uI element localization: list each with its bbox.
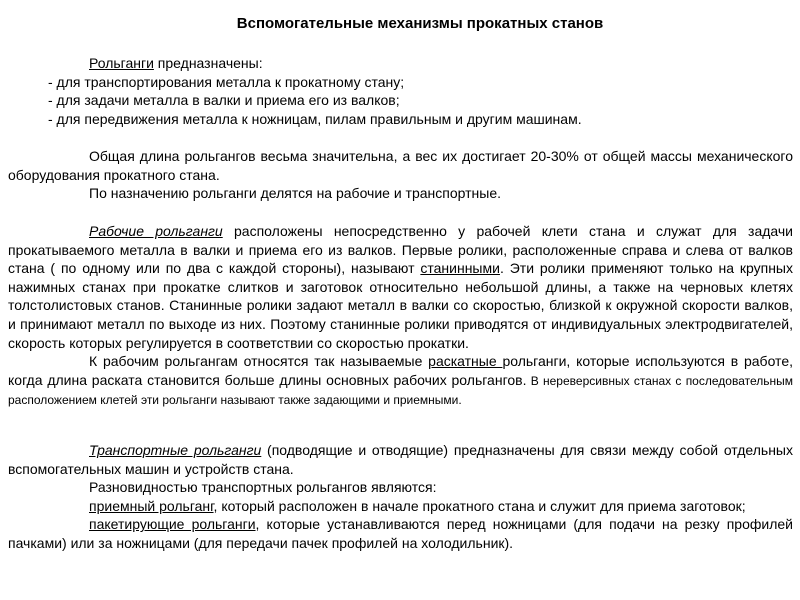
working-text-1: расположены непосредственно у рабочей клети стана и служат для задачи прокатываемого металла в валки и приема его из валков. Первые ролики, расположенные справа и слева от валков стана ( по одному или по два с каждой стороны), называют: [8, 223, 793, 277]
length-section: [8, 147, 793, 203]
list-item: - для транспортирования металла к прокатному стану;: [48, 73, 405, 90]
raskat-text-2: рольганги, которые используются в работе, когда длина раската становится больше длины основных рабочих рольгангов.: [8, 353, 793, 388]
intro-line: [8, 54, 793, 73]
term-staninnye: станинными: [420, 260, 500, 277]
paragraph-working: [8, 222, 793, 352]
intro-rest: предназначены:: [153, 55, 263, 71]
transport-text: (подводящие и отводящие) предназначены для связи между собой отдельных вспомогательных машин и устройств стана.: [8, 442, 793, 477]
term-working: Рабочие рольганги: [89, 223, 223, 239]
list-item: - для задачи металла в валки и приема его из валков;: [48, 92, 400, 109]
intro-section: [8, 54, 793, 128]
list-item: - для передвижения металла к ножницам, пилам правильным и другим машинам.: [48, 110, 582, 127]
paragraph-types: По назначению рольганги делятся на рабочие и транспортные.: [89, 185, 501, 202]
paragraph-varieties: Разновидностью транспортных рольгангов являются:: [89, 479, 437, 496]
paket-text: , которые устанавливаются перед ножницами (для подачи на резку профилей пачками) или за ножницами (для передачи пачек профилей на холодильник).: [8, 516, 793, 551]
paragraph-raskat: [8, 352, 793, 410]
paragraph-transport: [8, 441, 793, 478]
priem-text: , который расположен в начале прокатного стана и служит для приема заготовок;: [213, 497, 746, 514]
paragraph-length: Общая длина рольгангов весьма значительна, а вес их достигает 20-30% от общей массы механического оборудования прокатного стана.: [8, 148, 793, 183]
transport-section: [8, 441, 793, 553]
term-rolgangi: Рольганги: [89, 55, 154, 71]
paragraph-paket: [8, 515, 793, 552]
raskat-text-1: К рабочим рольгангам относятся так называемые: [89, 353, 429, 370]
term-priem: приемный рольганг: [89, 497, 214, 514]
working-text-2: . Эти ролики применяют только на крупных нажимных станах при прокатке слитков и заготовок относительно небольшой длины, а также на черновых клетях толстолистовых станов. Станинные ролики задают металл в валки со скоростью, близкой к окружной скорости валков, и принимают металл по выходе из них. Поэтому станинные ролики приводятся от индивидуальных электродвигателей, скорость которых регулируется в соответствии со скоростью прокатки.: [8, 260, 793, 351]
working-section: [8, 222, 793, 410]
paragraph-priem: [8, 497, 793, 516]
term-transport: Транспортные рольганги: [89, 442, 262, 458]
term-raskat: раскатные: [428, 353, 503, 370]
page-title: Вспомогательные механизмы прокатных станов: [236, 15, 604, 32]
term-paket: пакетирующие рольганги: [89, 516, 256, 533]
raskat-note: В нереверсивных станах с последовательным расположением клетей эти рольганги называют также задающими и приемными.: [8, 373, 793, 408]
